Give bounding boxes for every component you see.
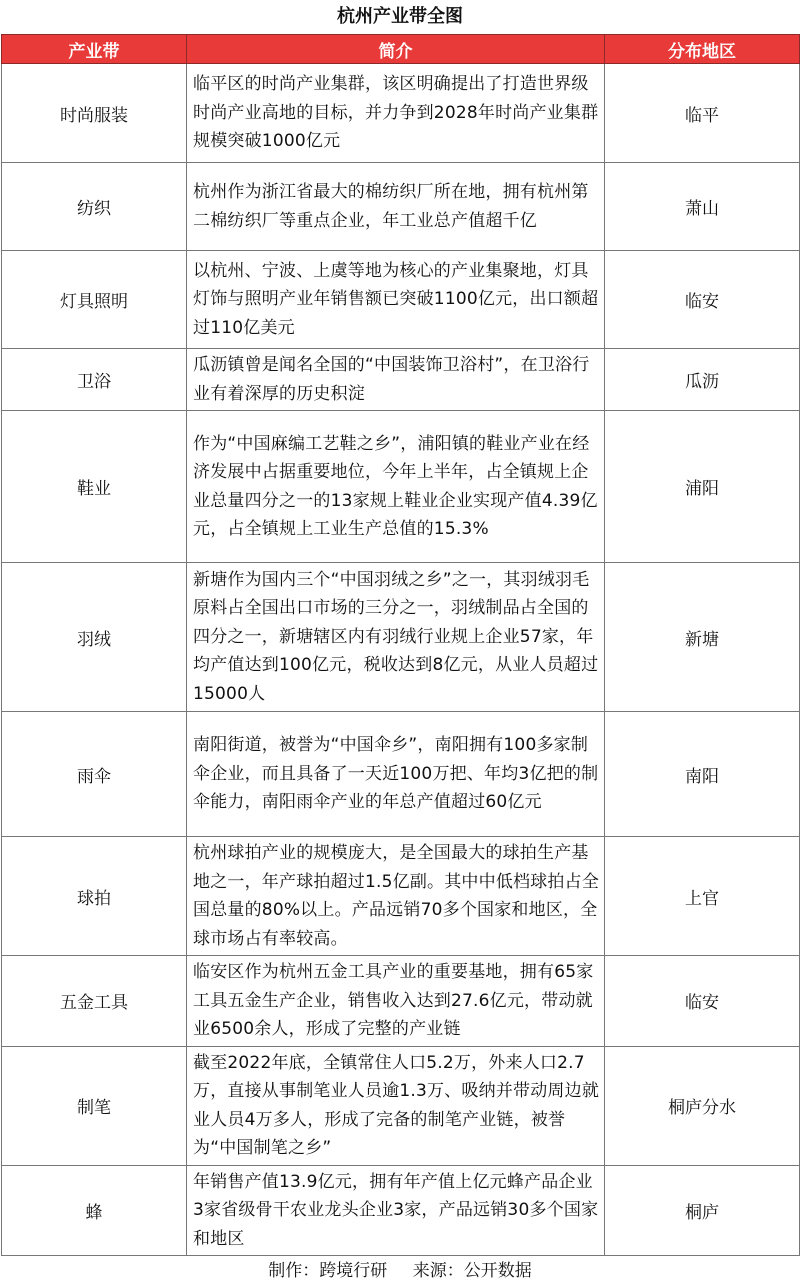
table-row xyxy=(2,837,800,956)
footer-producer: 制作：跨境行研 xyxy=(268,1261,388,1281)
industry-region: 上官 xyxy=(605,837,800,956)
industry-intro: 杭州作为浙江省最大的棉纺织厂所在地，拥有杭州第二棉纺织厂等重点企业，年工业总产值超千亿 xyxy=(187,163,605,251)
industry-name: 蜂 xyxy=(2,1165,187,1256)
industry-intro: 南阳街道，被誉为“中国伞乡”，南阳拥有100多家制伞企业，而且具备了一天近100万把、年均3亿把的制伞能力，南阳雨伞产业的年总产值超过60亿元 xyxy=(187,712,605,837)
industry-region: 临安 xyxy=(605,956,800,1047)
header-region: 分布地区 xyxy=(605,35,800,64)
industry-name: 卫浴 xyxy=(2,349,187,411)
industry-intro: 截至2022年底，全镇常住人口5.2万，外来人口2.7万，直接从事制笔业人员逾1.3万、吸纳并带动周边就业人员4万多人，形成了完备的制笔产业链，被誉为“中国制笔之乡” xyxy=(187,1046,605,1165)
table-row xyxy=(2,411,800,563)
industry-name: 羽绒 xyxy=(2,563,187,712)
industry-name: 雨伞 xyxy=(2,712,187,837)
industry-intro: 临平区的时尚产业集群，该区明确提出了打造世界级时尚产业高地的目标，并力争到2028年时尚产业集群规模突破1000亿元 xyxy=(187,64,605,163)
industry-intro: 瓜沥镇曾是闻名全国的“中国装饰卫浴村”，在卫浴行业有着深厚的历史积淀 xyxy=(187,349,605,411)
industry-intro: 作为“中国麻编工艺鞋之乡”，浦阳镇的鞋业产业在经济发展中占据重要地位，今年上半年，占全镇规上企业总量四分之一的13家规上鞋业企业实现产值4.39亿元，占全镇规上工业生产总值的15.3% xyxy=(187,411,605,563)
industry-region: 临平 xyxy=(605,64,800,163)
industry-intro: 杭州球拍产业的规模庞大，是全国最大的球拍生产基地之一，年产球拍超过1.5亿副。其中中低档球拍占全国总量的80%以上。产品远销70多个国家和地区，全球市场占有率较高。 xyxy=(187,837,605,956)
industry-name: 纺织 xyxy=(2,163,187,251)
industry-region: 浦阳 xyxy=(605,411,800,563)
industry-region: 萧山 xyxy=(605,163,800,251)
footer-source: 来源：公开数据 xyxy=(412,1261,532,1281)
industry-name: 五金工具 xyxy=(2,956,187,1047)
industry-region: 南阳 xyxy=(605,712,800,837)
table-header-row xyxy=(2,35,800,64)
industry-region: 临安 xyxy=(605,251,800,349)
industry-intro: 临安区作为杭州五金工具产业的重要基地，拥有65家工具五金生产企业，销售收入达到27.6亿元，带动就业6500余人，形成了完整的产业链 xyxy=(187,956,605,1047)
industry-name: 球拍 xyxy=(2,837,187,956)
header-intro: 简介 xyxy=(187,35,605,64)
industry-name: 灯具照明 xyxy=(2,251,187,349)
table-row xyxy=(2,251,800,349)
industry-intro: 新塘作为国内三个“中国羽绒之乡”之一，其羽绒羽毛原料占全国出口市场的三分之一，羽绒制品占全国的四分之一，新塘辖区内有羽绒行业规上企业57家，年均产值达到100亿元，税收达到8亿元，从业人员超过15000人 xyxy=(187,563,605,712)
table-row xyxy=(2,349,800,411)
table-row xyxy=(2,712,800,837)
table-row xyxy=(2,64,800,163)
table-row xyxy=(2,163,800,251)
header-industry: 产业带 xyxy=(2,35,187,64)
industry-region: 桐庐分水 xyxy=(605,1046,800,1165)
footer-credits xyxy=(0,1256,800,1286)
table-row xyxy=(2,956,800,1047)
table-row xyxy=(2,1046,800,1165)
industry-name: 鞋业 xyxy=(2,411,187,563)
industry-region: 桐庐 xyxy=(605,1165,800,1256)
industry-region: 新塘 xyxy=(605,563,800,712)
industry-name: 时尚服装 xyxy=(2,64,187,163)
page-title: 杭州产业带全图 xyxy=(337,6,463,27)
industry-table xyxy=(1,34,800,1256)
table-row xyxy=(2,563,800,712)
industry-name: 制笔 xyxy=(2,1046,187,1165)
industry-intro: 年销售产值13.9亿元，拥有年产值上亿元蜂产品企业3家省级骨干农业龙头企业3家，产品远销30多个国家和地区 xyxy=(187,1165,605,1256)
industry-region: 瓜沥 xyxy=(605,349,800,411)
table-row xyxy=(2,1165,800,1256)
industry-intro: 以杭州、宁波、上虞等地为核心的产业集聚地，灯具灯饰与照明产业年销售额已突破1100亿元，出口额超过110亿美元 xyxy=(187,251,605,349)
